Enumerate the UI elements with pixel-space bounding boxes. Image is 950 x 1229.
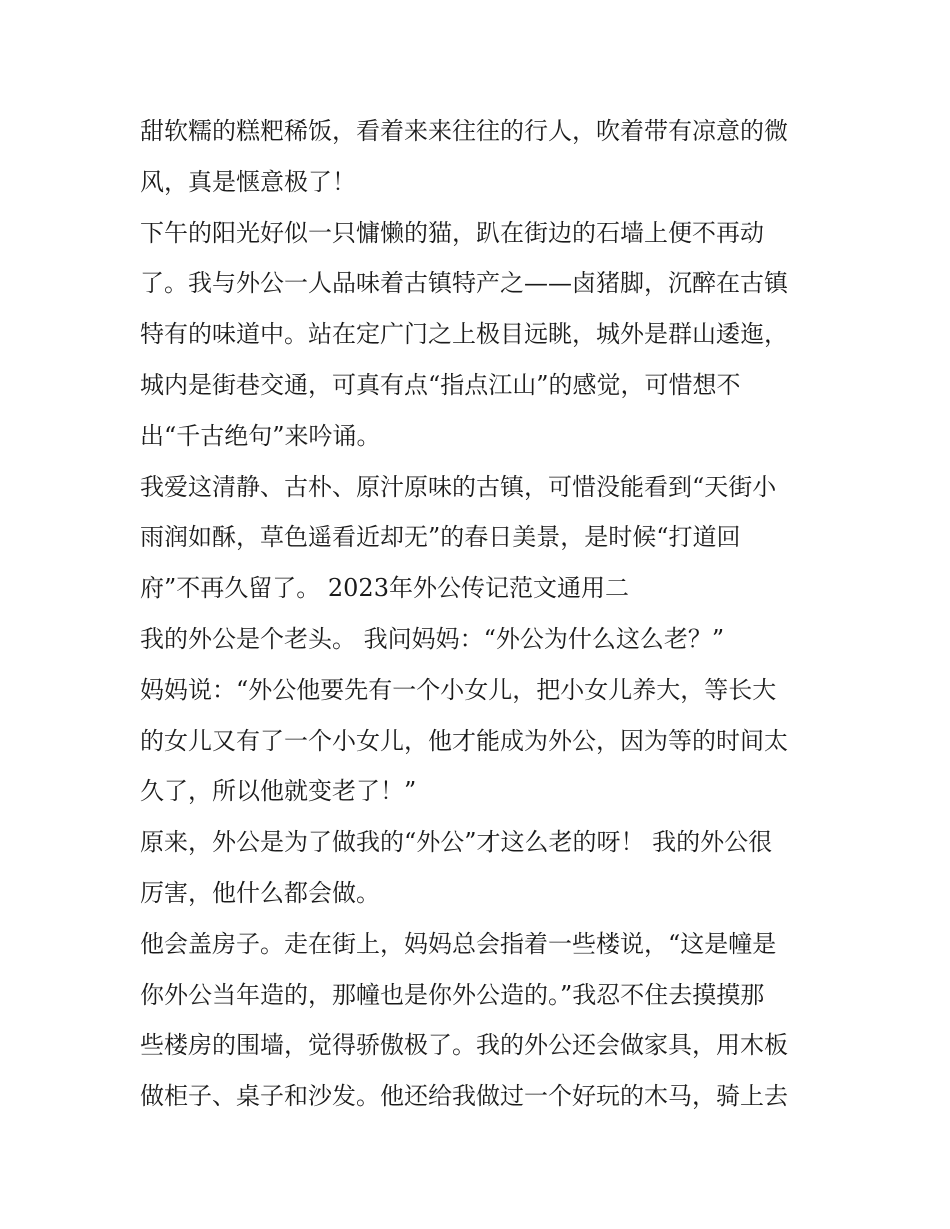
text-line: 你外公当年造的，那幢也是你外公造的。”我忍不住去摸摸那 [140, 980, 765, 1009]
text-line: 我爱这清静、古朴、原汁原味的古镇，可惜没能看到“天街小 [140, 472, 777, 501]
text-line: 雨润如酥，草色遥看近却无”的春日美景，是时候“打道回 [140, 523, 741, 552]
text-line: 风，真是惬意极了！ [140, 167, 356, 196]
text-line: 他会盖房子。走在街上，妈妈总会指着一些楼说，“这是幢是 [140, 929, 777, 958]
text-line: 原来，外公是为了做我的“外公”才这么老的呀！ 我的外公很 [140, 828, 773, 857]
text-line: 府”不再久留了。 2023年外公传记范文通用二 [140, 574, 629, 603]
text-line: 妈妈说：“外公他要先有一个小女儿，把小女儿养大，等长大 [140, 675, 777, 704]
text-line: 做柜子、桌子和沙发。他还给我做过一个好玩的木马，骑上去 [140, 1082, 788, 1111]
text-line: 甜软糯的糕粑稀饭，看着来来往往的行人，吹着带有凉意的微 [140, 117, 788, 145]
text-line: 厉害，他什么都会做。 [140, 878, 380, 907]
text-line: 特有的味道中。站在定广门之上极目远眺，城外是群山逶迤， [140, 320, 788, 349]
text-line: 城内是街巷交通，可真有点“指点江山”的感觉，可惜想不 [140, 370, 741, 399]
document-body [140, 106, 820, 1122]
text-line: 久了，所以他就变老了！” [140, 777, 417, 806]
text-line: 了。我与外公一人品味着古镇特产之——卤猪脚，沉醉在古镇 [140, 269, 788, 298]
text-line: 我的外公是个老头。 我问妈妈：“外公为什么这么老？” [140, 624, 725, 653]
text-line: 的女儿又有了一个小女儿，他才能成为外公，因为等的时间太 [140, 726, 788, 755]
text-line: 出“千古绝句”来吟诵。 [140, 421, 381, 450]
text-line: 些楼房的围墙，觉得骄傲极了。我的外公还会做家具，用木板 [140, 1031, 788, 1060]
text-line: 下午的阳光好似一只慵懒的猫，趴在街边的石墙上便不再动 [140, 218, 764, 247]
